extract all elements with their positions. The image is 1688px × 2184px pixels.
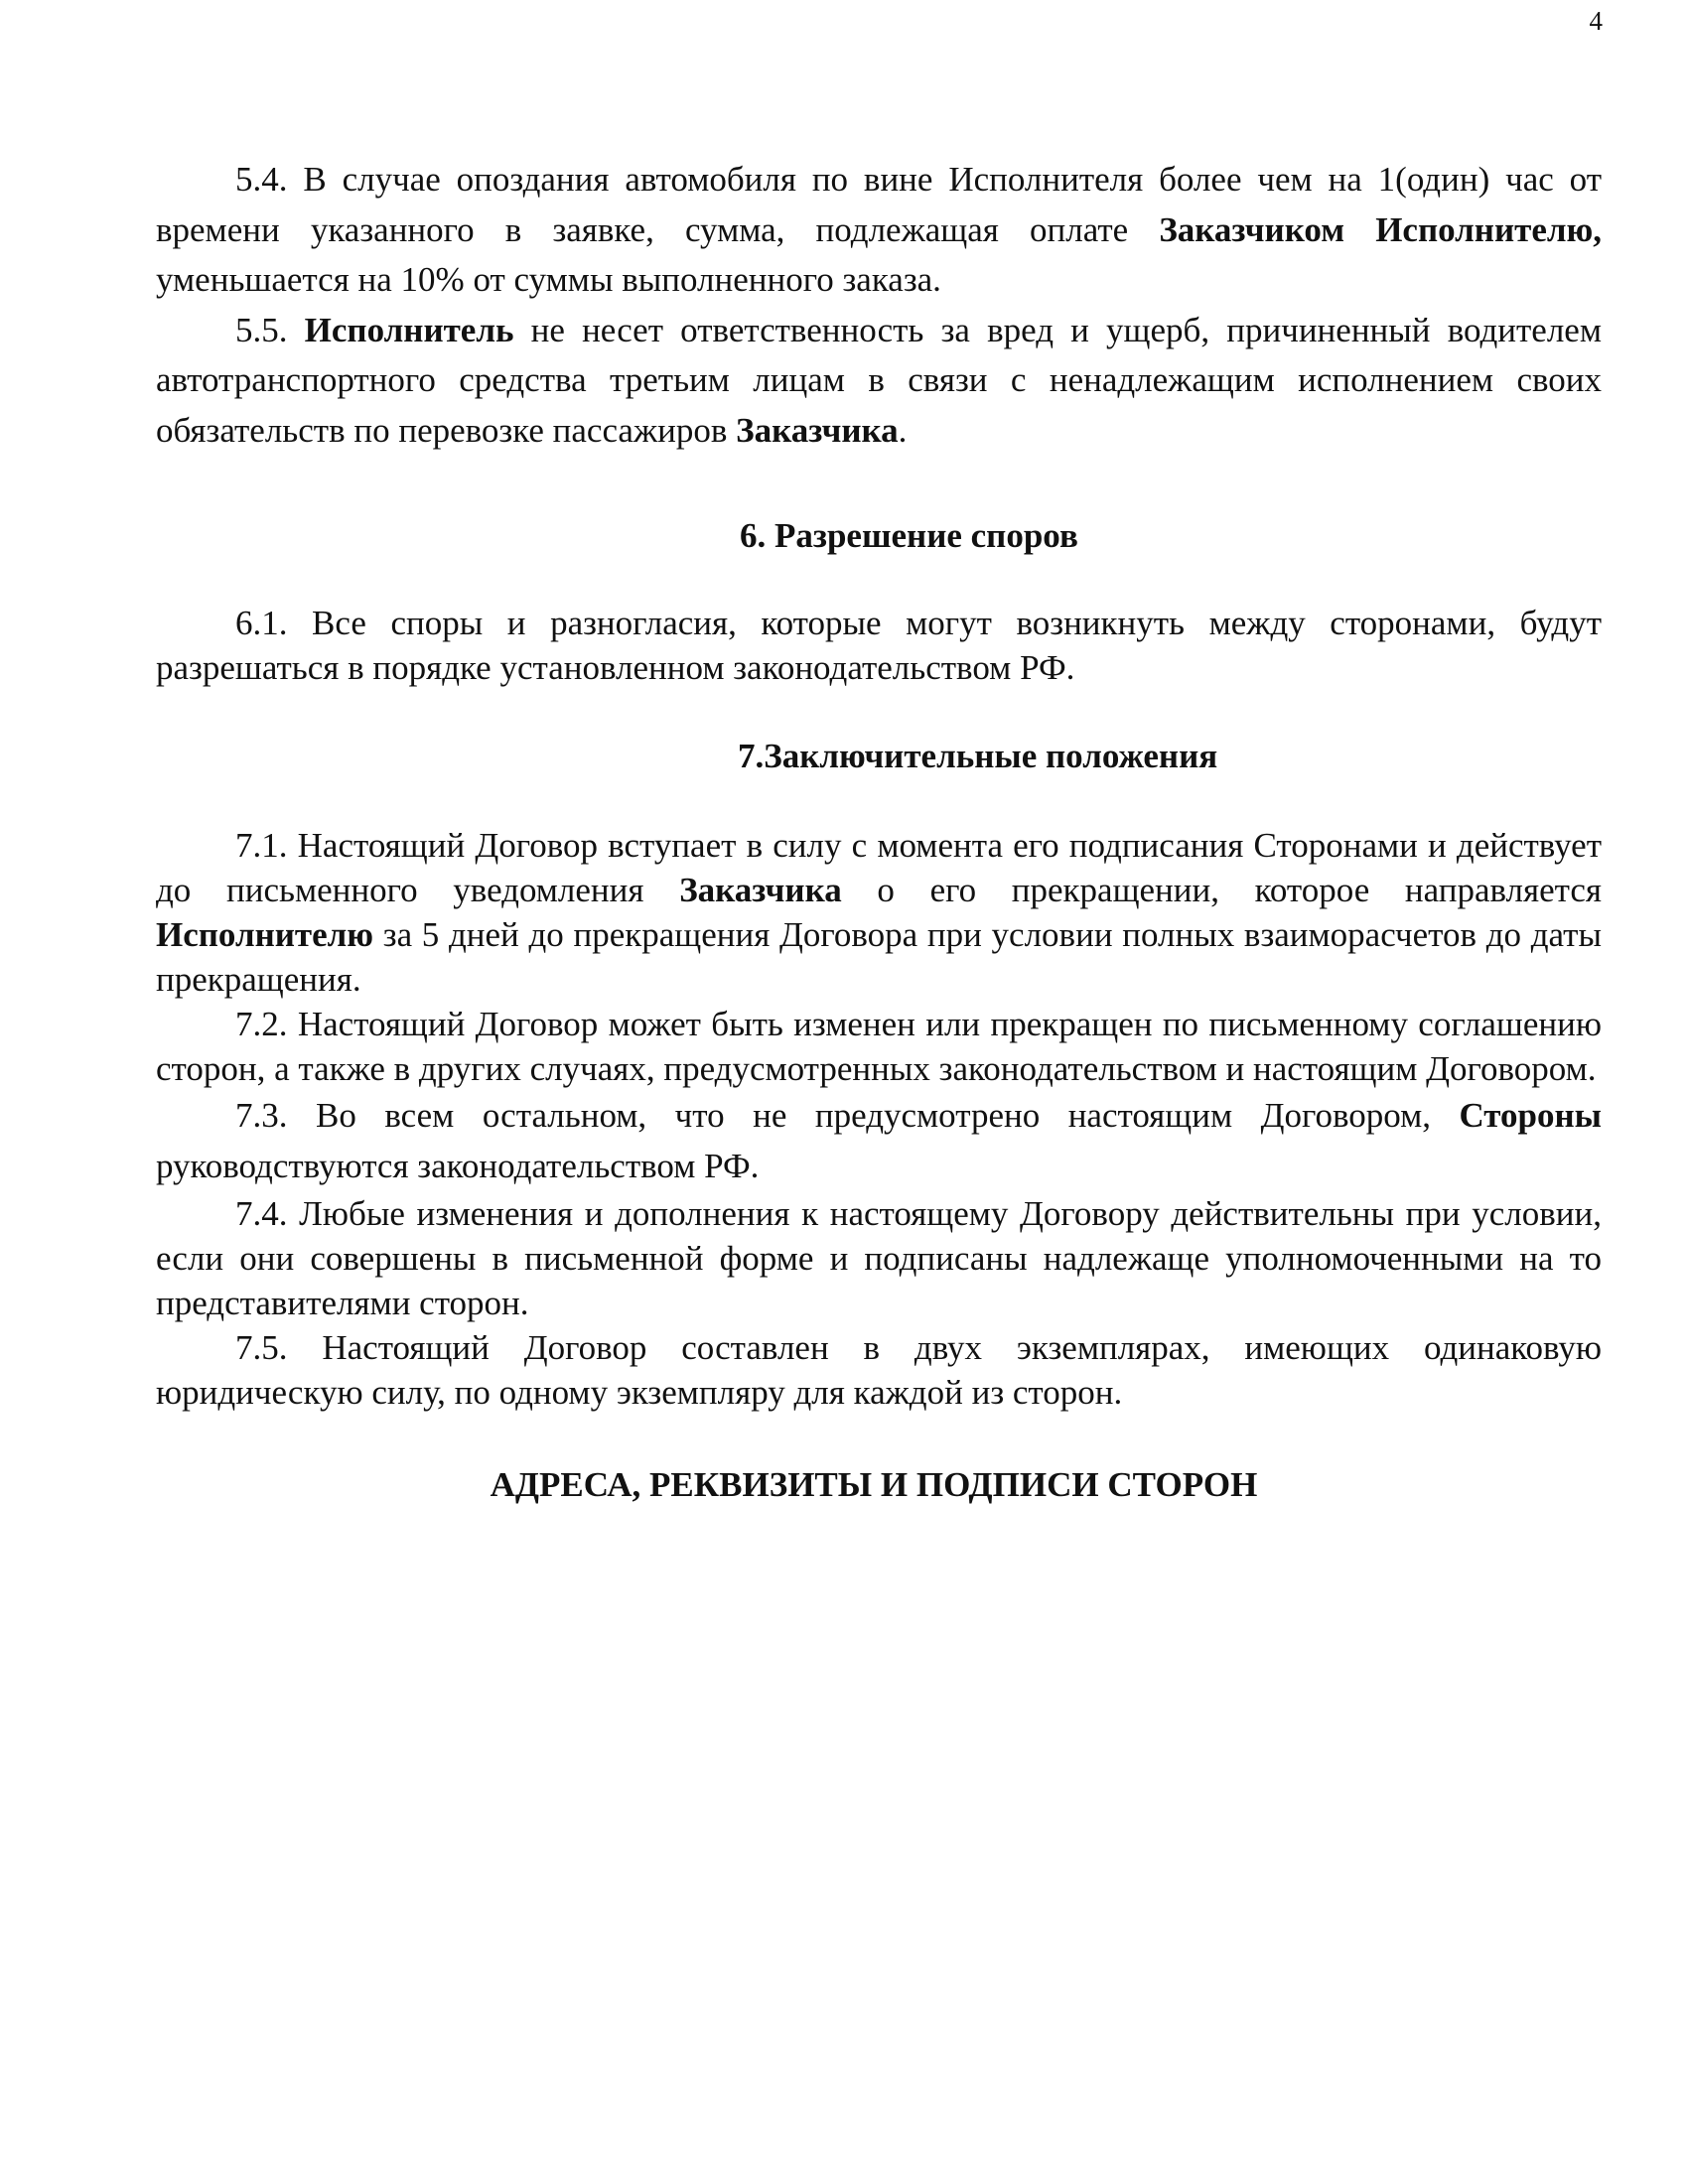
clause-7-2: 7.2. Настоящий Договор может быть изменен или прекращен по письменному соглашению сторон, а также в других случаях, предусмотренных законодательством и настоящим Договором. — [156, 1005, 1602, 1088]
clause-5-5-number: 5.5. — [235, 310, 305, 349]
clause-7-3-tail: руководствуются законодательством РФ. — [156, 1146, 760, 1185]
clause-5-4 — [156, 155, 1602, 306]
section-6-heading: 6. Разрешение споров — [740, 516, 1078, 555]
clause-7-3 — [156, 1091, 1602, 1191]
clause-5-5-tail: . — [898, 410, 908, 450]
clause-7-1-tail: за 5 дней до прекращения Договора при условии полных взаиморасчетов до даты прекращения. — [156, 915, 1602, 999]
document-body — [156, 155, 1602, 1510]
clause-5-5-bold-customer: Заказчика — [736, 410, 899, 450]
clause-5-4-tail: уменьшается на 10% от суммы выполненного заказа. — [156, 260, 941, 299]
clause-5-5 — [156, 306, 1602, 457]
clause-7-1-bold-executor: Исполнителю — [156, 915, 374, 954]
clause-5-5-text: не несет ответственность за вред и ущерб, причиненный водителем автотранспортного средства третьим лицам в связи с ненадлежащим исполнением своих обязательств по перевозке пассажиров — [156, 310, 1602, 450]
clause-6-1: 6.1. Все споры и разногласия, которые могут возникнуть между сторонами, будут разрешаться в порядке установленном законодательством РФ. — [156, 604, 1602, 687]
requisites-heading: АДРЕСА, РЕКВИЗИТЫ И ПОДПИСИ СТОРОН — [490, 1465, 1258, 1504]
page-number: 4 — [1589, 6, 1603, 36]
clause-7-1-bold-customer: Заказчика — [679, 871, 842, 909]
clause-7-1-mid: о его прекращении, которое направляется — [841, 871, 1603, 909]
clause-7-1 — [156, 823, 1602, 1002]
clause-5-4-text: 5.4. В случае опоздания автомобиля по вине Исполнителя более чем на 1(один) час от времени указанного в заявке, сумма, подлежащая оплате — [156, 160, 1602, 249]
clause-5-5-bold-executor: Исполнитель — [304, 310, 514, 349]
clause-7-3-text: 7.3. Во всем остальном, что не предусмотрено настоящим Договором, — [235, 1096, 1460, 1135]
clause-7-3-bold-parties: Стороны — [1459, 1096, 1602, 1135]
clause-5-4-bold-parties: Заказчиком Исполнителю, — [1159, 209, 1602, 249]
clause-7-5: 7.5. Настоящий Договор составлен в двух экземплярах, имеющих одинаковую юридическую силу, по одному экземпляру для каждой из сторон. — [156, 1328, 1602, 1412]
section-7-heading: 7.Заключительные положения — [738, 737, 1218, 775]
clause-7-1-text: 7.1. Настоящий Договор вступает в силу с момента его подписания Сторонами и действует до письменного уведомления — [156, 826, 1602, 909]
clause-7-4: 7.4. Любые изменения и дополнения к настоящему Договору действительны при условии, если они совершены в письменной форме и подписаны надлежаще уполномоченными на то представителями сторон. — [156, 1194, 1602, 1322]
